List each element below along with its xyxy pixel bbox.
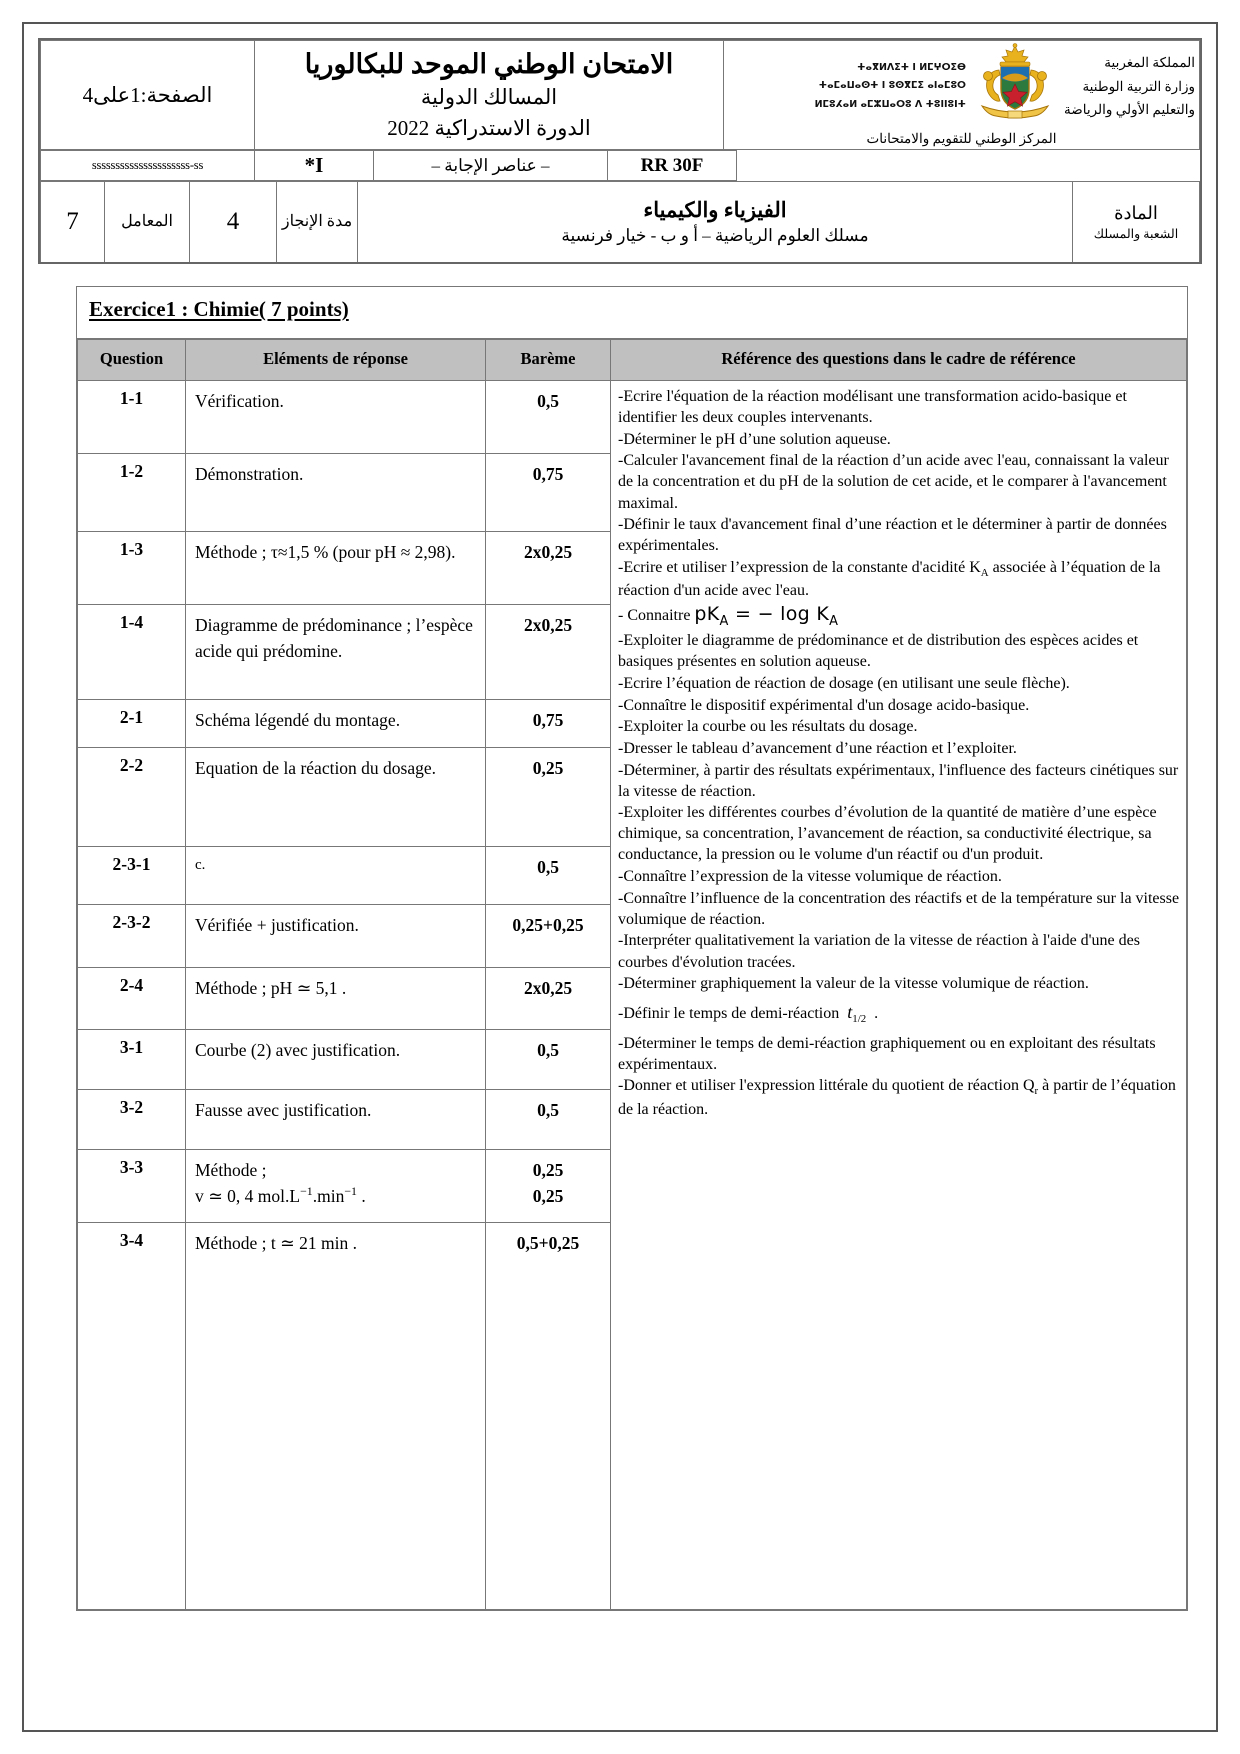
cell-elements: Equation de la réaction du dosage. — [186, 748, 486, 847]
tifinagh-line-2: ⵜⴰⵎⴰⵡⴰⵙⵜ ⵏ ⵓⵙⴳⵎⵉ ⴰⵏⴰⵎⵓⵔ — [818, 80, 966, 92]
document-header — [38, 38, 1202, 264]
subject-name-cell — [358, 182, 1073, 264]
reference-item: -Déterminer, à partir des résultats expérimentaux, l'influence des facteurs cinétiques sur la vitesse de réaction. — [618, 761, 1179, 800]
reference-item: -Connaître le dispositif expérimental d'un dosage acido-basique. — [618, 696, 1030, 714]
cell-bareme: 0,5 — [486, 847, 611, 905]
morocco-coat-of-arms-icon — [972, 43, 1058, 130]
cell-elements: Vérifiée + justification. — [186, 905, 486, 968]
cell-bareme: 2x0,25 — [486, 968, 611, 1030]
reference-item: -Ecrire l'équation de la réaction modélisant une transformation acido-basique et identifier les deux couples intervenants. — [618, 388, 1127, 427]
cell-question: 1-2 — [78, 454, 186, 532]
subject-code: *I — [304, 153, 324, 177]
ministry-line-4: المركز الوطني للتقويم والامتحانات — [866, 131, 1057, 146]
reference-item-qr: -Donner et utiliser l'expression littérale du quotient de réaction $Q_r$ à partir de l’équation de la réaction. — [618, 1077, 1176, 1118]
cell-elements: Méthode ; pH ≃ 5,1 . — [186, 968, 486, 1030]
exam-title: الامتحان الوطني الموحد للبكالوريا — [304, 48, 674, 79]
ministry-name — [1064, 51, 1195, 122]
exam-ref-code: RR 30F — [640, 154, 704, 176]
ministry-emblem-cell — [724, 41, 1200, 150]
reference-item: -Connaître l’influence de la concentration des réactifs et de la température sur la vitesse volumique de réaction. — [618, 889, 1180, 928]
exam-ref-cell — [608, 151, 737, 181]
cell-bareme: 0,75 — [486, 454, 611, 532]
cell-question: 3-1 — [78, 1030, 186, 1090]
duration-label-cell — [277, 182, 358, 264]
document-page — [22, 22, 1218, 1732]
header-codes-table — [40, 150, 1200, 181]
subject-name: الفيزياء والكيمياء — [643, 198, 787, 222]
answer-elements-label: – عناصر الإجابة – — [431, 155, 550, 175]
subject-label-cell — [1073, 182, 1200, 264]
col-header-bareme: Barème — [486, 340, 611, 381]
candidate-code-cell — [41, 151, 255, 181]
header-row-codes — [41, 151, 1201, 181]
exercise-title-box — [77, 287, 1187, 339]
exercise-block — [76, 286, 1188, 1611]
coefficient-value: 7 — [66, 208, 79, 235]
reference-item: -Exploiter les différentes courbes d’évolution de la quantité de matière d’une espèce chimique, sa concentration, l’avancement de réaction, sa conductivité électrique, sa conductance, la pression ou le volume d'un réactif ou d'un produit. — [618, 804, 1157, 864]
exam-title-cell — [255, 41, 724, 150]
cell-elements: Schéma légendé du montage. — [186, 700, 486, 748]
cell-bareme-line1: 0,25 — [532, 1160, 564, 1180]
cell-elements: Courbe (2) avec justification. — [186, 1030, 486, 1090]
stream-name: مسلك العلوم الرياضية – أ و ب - خيار فرنسية — [561, 226, 869, 245]
exercise-title: Exercice1 : Chimie( 7 points) — [89, 297, 349, 321]
ministry-line-3: والتعليم الأولي والرياضة — [1064, 102, 1195, 118]
cell-bareme-multiline — [486, 1150, 611, 1223]
header-row-subject — [41, 182, 1200, 264]
cell-bareme-line2: 0,25 — [532, 1186, 564, 1207]
tifinagh-block — [815, 59, 966, 113]
reference-item: -Déterminer le temps de demi-réaction graphiquement ou en exploitant des résultats expérimentaux. — [618, 1034, 1156, 1073]
duration-value: 4 — [226, 208, 240, 235]
cell-elements-line2: v ≃ 0, 4 $mol.L^{-1}.\min^{-1}$ . — [195, 1184, 366, 1207]
answer-key-table — [77, 339, 1187, 1610]
reference-item: -Dresser le tableau d’avancement d’une réaction et l’exploiter. — [618, 739, 1017, 757]
cell-question: 2-1 — [78, 700, 186, 748]
table-header-row — [78, 340, 1187, 381]
cell-elements-line1: Méthode ; — [195, 1160, 267, 1180]
cell-bareme: 0,5+0,25 — [486, 1223, 611, 1610]
reference-item: -Exploiter le diagramme de prédominance et de distribution des espèces acides et basiques présentes en solution aqueuse. — [618, 632, 1139, 671]
tifinagh-line-3: ⵍⵎⵓⵃⴰⵍ ⴰⵎⵣⵡⴰⵔⵓ ⴷ ⵜⵓⵏⵏⵓⵏⵜ — [814, 98, 966, 110]
cell-question: 2-2 — [78, 748, 186, 847]
reference-item: -Calculer l'avancement final de la réaction d’un acide avec l'eau, connaissant la valeur de la concentration et du pH de la solution de cet acide, et le comparer à l'avancement maximal. — [618, 452, 1169, 512]
exam-session: الدورة الاستدراكية 2022 — [387, 115, 591, 140]
cell-bareme: 0,75 — [486, 700, 611, 748]
cell-question: 3-4 — [78, 1223, 186, 1610]
reference-item: -Déterminer le pH d’une solution aqueuse. — [618, 430, 891, 448]
header-table — [40, 40, 1200, 150]
cell-bareme: 0,25 — [486, 748, 611, 847]
candidate-code: sssssssssssssssssssss-ss — [91, 158, 204, 172]
cell-bareme: 2x0,25 — [486, 605, 611, 700]
subject-label: المادة — [1114, 202, 1158, 223]
cell-bareme: 0,5 — [486, 381, 611, 454]
cell-elements-multiline — [186, 1150, 486, 1223]
cell-bareme: 2x0,25 — [486, 532, 611, 605]
cell-elements: Vérification. — [186, 381, 486, 454]
table-row — [78, 381, 1187, 454]
cell-question: 2-3-2 — [78, 905, 186, 968]
cell-elements: Diagramme de prédominance ; l’espèce acide qui prédomine. — [186, 605, 486, 700]
codes-spacer — [737, 151, 1201, 181]
header-row-title — [41, 41, 1200, 150]
cell-bareme: 0,25+0,25 — [486, 905, 611, 968]
emblem-wrap — [728, 43, 1195, 130]
reference-item: -Connaître l’expression de la vitesse volumique de réaction. — [618, 868, 1002, 886]
cell-elements: Démonstration. — [186, 454, 486, 532]
cell-question: 3-2 — [78, 1090, 186, 1150]
reference-item: -Exploiter la courbe ou les résultats du dosage. — [618, 718, 918, 736]
duration-value-cell — [190, 182, 277, 264]
tifinagh-line-1: ⵜⴰⴳⵍⴷⵉⵜ ⵏ ⵍⵎⵖⵔⵉⴱ — [857, 62, 966, 74]
cell-question: 3-3 — [78, 1150, 186, 1223]
cell-reference — [611, 381, 1187, 1610]
reference-item: -Ecrire l’équation de réaction de dosage (en utilisant une seule flèche). — [618, 675, 1070, 693]
page-number-cell — [41, 41, 255, 150]
subject-code-cell — [255, 151, 374, 181]
exam-track: المسالك الدولية — [420, 85, 558, 110]
col-header-question: Question — [78, 340, 186, 381]
cell-bareme: 0,5 — [486, 1090, 611, 1150]
cell-elements: Méthode ; τ≈1,5 % (pour pH ≈ 2,98). — [186, 532, 486, 605]
cell-question: 2-3-1 — [78, 847, 186, 905]
answer-elements-cell — [374, 151, 608, 181]
col-header-reference: Référence des questions dans le cadre de référence — [611, 340, 1187, 381]
reference-item: -Définir le taux d'avancement final d’une réaction et le déterminer à partir de données expérimentales. — [618, 516, 1167, 555]
page-number: الصفحة:1على4 — [82, 82, 213, 107]
coefficient-label-cell — [105, 182, 190, 264]
col-header-elements: Eléments de réponse — [186, 340, 486, 381]
cell-question: 1-4 — [78, 605, 186, 700]
duration-label: مدة الإنجاز — [281, 213, 353, 230]
cell-elements: Fausse avec justification. — [186, 1090, 486, 1150]
coefficient-label: المعامل — [121, 213, 173, 230]
ministry-line-1: المملكة المغربية — [1104, 55, 1195, 71]
cell-bareme: 0,5 — [486, 1030, 611, 1090]
cell-question: 1-1 — [78, 381, 186, 454]
reference-item: -Déterminer graphiquement la valeur de la vitesse volumique de réaction. — [618, 975, 1089, 993]
ministry-line-2: وزارة التربية الوطنية — [1082, 78, 1195, 94]
cell-elements: Méthode ; t ≃ 21 min . — [186, 1223, 486, 1610]
reference-item-ka: -Ecrire et utiliser l’expression de la constante d'acidité $K_A$ associée à l’équation de la réaction d'un acide avec l'eau. — [618, 558, 1161, 600]
cell-elements: c. — [186, 847, 486, 905]
reference-item-pka: - Connaitre $pK_A$ = − $\log K_A$ — [618, 603, 839, 629]
coefficient-value-cell — [41, 182, 105, 264]
cell-question: 1-3 — [78, 532, 186, 605]
reference-item-thalf: -Définir le temps de demi-réaction $t_{1/2}$ . — [618, 1001, 879, 1025]
stream-label: الشعبة والمسلك — [1093, 226, 1179, 241]
reference-item: -Interpréter qualitativement la variation de la vitesse de réaction à l'aide d'une des courbes d'évolution tracées. — [618, 932, 1140, 971]
cell-question: 2-4 — [78, 968, 186, 1030]
header-subject-table — [40, 181, 1200, 264]
